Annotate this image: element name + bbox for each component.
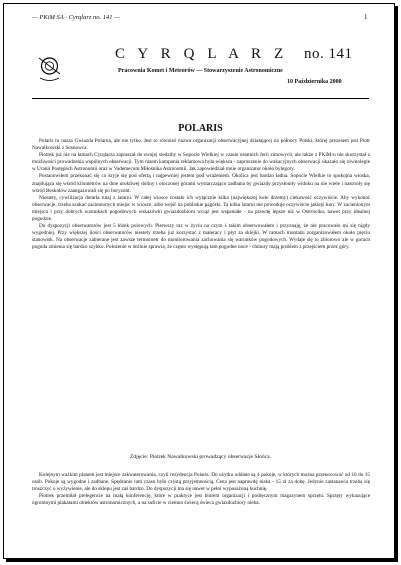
paragraph: Do dyspozycji obserwatorów jest 5 łóżek polowych. Pierwszy raz w życiu na czym ś takim obserwowałem i przyznaję, że nie pracowało mi się nigdy wygodniej. Przy większej ilości obserwatorów niestety trzeba już korzystać z materacy i płyt za sklejki. W ramach montażu zorganizowałem około pięciu stanowisk. Na obserwacje zabierane jest zawsze termometr do monitorowania zachowania się warunków pogodowych. Wydaje się to zbiorowo ale w gorach pogoda zmienia się bardzo szybko. Położenie w dolinie sprawia, że często występują tam pogodne noce - chmury mają problem z przejściem przez góry.	[32, 223, 370, 251]
article-body-continued	[32, 472, 370, 507]
paragraph: Postanowiłem przekonać się co kryje się pod ofertą i najpewniej jestem pod wrażeniem. Okolica jest bardzo ładna. Sopocie Wielkie to spokojna wioska, znajdująca się wśród kilometrów na dnie urokliwej doliny i otoczonej górami wystarczająco zadbana by gwiazdy przysłoniły widoku na nie wiele i nastroiły się wśród Beskidów zaangażowali się po horyzont.	[32, 173, 370, 194]
photo-placeholder	[32, 322, 370, 450]
masthead-title: C Y R Q L A R Z	[115, 46, 288, 62]
running-head: — PKiM SA · Cyrqlarz no. 141 —	[32, 14, 120, 21]
figure-caption: Zdjęcie: Piotrek Nawalkowski prowadzący obserwacje Słońca.	[129, 454, 272, 460]
header-rule	[32, 98, 369, 99]
issue-number: no. 141	[304, 46, 353, 62]
article-title: POLARIS	[178, 123, 223, 134]
masthead-subtitle: Pracownia Komet i Meteorów — Stowarzyszenie Astronomiczne	[118, 68, 283, 74]
paragraph: Kolejnym ważkim planem jest miejsce zakwaterowania, czyli rezydencja Polaris. Do użytku oddane są 4 pokoje, w których można przenocować od 10 do 15 osób. Pokoje są wygodne i zadbane. Spędzanie tam czasu było czystą przyjemnością. Cena jest naprawdę niska - 15 zł za dobę. Jedynie zastanawia trzeba się troszczyć o wyżywienie, ale do sklepu jest zaś bardzo. Do dyspozycji ma się nawet w pełni wyposażoną kuchnię.	[32, 472, 370, 493]
issue-date: 10 Października 2000	[287, 79, 342, 85]
page-number: 1	[364, 13, 368, 21]
paragraph: Niestety, cywilizacja dotarła tutaj z latarni. W całej wiosce zostało ich wyłącznie kilka (największej koło drzemy) ciekawość oczywiście. Aby wykonać obserwacje, trzeba szukać zacienionych miejsc w wiosce, albo wejść na pobliskie pagórki. Ta kilka latarni nie powoduje oczywiście jakiejś łuny. W zacienionym miejscu i przy dobrych warunkach pogodowych wskazówki gwiazdozbioru wciąż jest wspaniałe - na prawdę lepsze niż w Ostrowiku, nawet przy idealnej pogodzie.	[32, 194, 370, 223]
article-body	[32, 138, 370, 252]
paragraph: Piotrek już nie na łamach Cyrqlarza zapraszał do swojej siedziby w Sopocie Wielkiej w czasie ostatnich ferii zimowych, ale także z PKiM-u nie skorzystał z możliwości prowadzenia wspólnych obserwacji. Tym razem kampania reklamowa była większa - zaproszenie do wakacyjnych obserwacji ukazało się równolegle w Uranii Postępach Astronomii oraz w Vademecum Miłośnika Astronomii. Jak zapowiedział mnie organizator około bylegory.	[32, 152, 370, 173]
paragraph: Piotrek przemiłał prelegencie na małą konferencję, które w praktyce jest biurem organizacji i podręcznym magazynem sprzętu. Sprzęty wykazujące ogromnymi plakatami obiektów astronomicznych, a na suficie w ciemno świecą świeca gwiazdozbiory nieba.	[32, 493, 370, 507]
pkim-logo	[37, 56, 62, 86]
paragraph: Polaris to nasza Gwiazda Polarna, ale nie tylko. Jest to również nazwa organizacji obserwacyjnej działającej na północy Polski, której prezesem jest Piotr Nawalkowski z Sosnowca.	[32, 138, 370, 152]
